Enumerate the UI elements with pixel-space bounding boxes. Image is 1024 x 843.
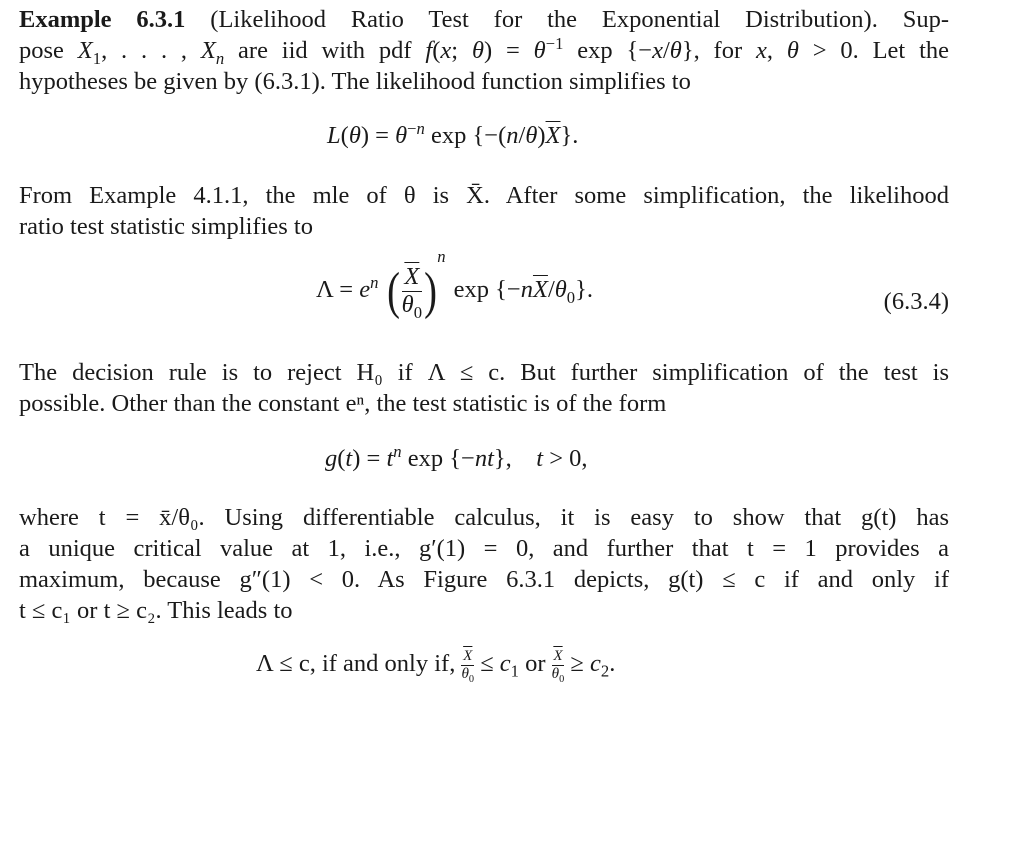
decision-paragraph xyxy=(19,357,949,419)
mle-paragraph xyxy=(19,180,949,242)
likelihood-equation: $L(\theta) = \theta^{-n}$ $\exp \{-(n/\theta)\overline{X}\}$. xyxy=(327,118,579,149)
decision-line-2: possible. Other than the constant eⁿ, the test statistic is of the form xyxy=(19,390,667,417)
example-label: Example 6.3.1 xyxy=(19,6,186,33)
g-equation: $g(t) = t^n$ exp {−nt}, t > 0, xyxy=(325,441,588,472)
lambda-equation: $\Lambda = e^n$ ( $\frac{\overline{X}}{\theta_0}$ )$^n$ $\exp \{-n\overline{X}/\theta_0\}$. xyxy=(316,246,594,322)
calculus-line-2: a unique critical value at 1, i.e., g′(1) = 0, and further that t = 1 provides a xyxy=(19,535,949,562)
example-paragraph xyxy=(19,4,949,97)
equation-number: (6.3.4) xyxy=(883,288,949,315)
example-line-3: hypotheses be given by (6.3.1). The likelihood function simplifies to xyxy=(19,68,691,95)
calculus-line-4: t ≤ c₁ or t ≥ c₂. This leads to xyxy=(19,597,293,624)
calculus-line-3: maximum, because g″(1) < 0. As Figure 6.3.1 depicts, g(t) ≤ c if and only if xyxy=(19,566,949,593)
mle-line-1: From Example 4.1.1, the mle of θ is X̄. After some simplification, the likelihood xyxy=(19,182,949,209)
mle-line-2: ratio test statistic simplifies to xyxy=(19,213,313,240)
example-line-1: Example 6.3.1 (Likelihood Ratio Test for the Exponential Distribution). Sup- xyxy=(19,6,950,33)
example-line-2: pose $X_1$, . . . , $X_n$ are iid with pdf f(x; $\theta) = \theta^{-1}$ exp {−x/θ}, for x, θ > 0. Let the xyxy=(19,33,950,68)
decision-line-1: The decision rule is to reject H₀ if Λ ≤ c. But further simplification of the test is xyxy=(19,359,949,386)
example-title: (Likelihood Ratio Test for the Exponential Distribution). xyxy=(210,6,878,33)
calculus-paragraph xyxy=(19,502,949,626)
calculus-line-1: where t = x̄/θ₀. Using differentiable calculus, it is easy to show that g(t) has xyxy=(19,504,949,531)
final-equation: Λ ≤ c, if and only if, $\frac{\overline{X}}{\theta_0}$ ≤ $c_1$ or $\frac{\overline{X}}{\theta_0}$ ≥ $c_2$. xyxy=(256,647,616,685)
